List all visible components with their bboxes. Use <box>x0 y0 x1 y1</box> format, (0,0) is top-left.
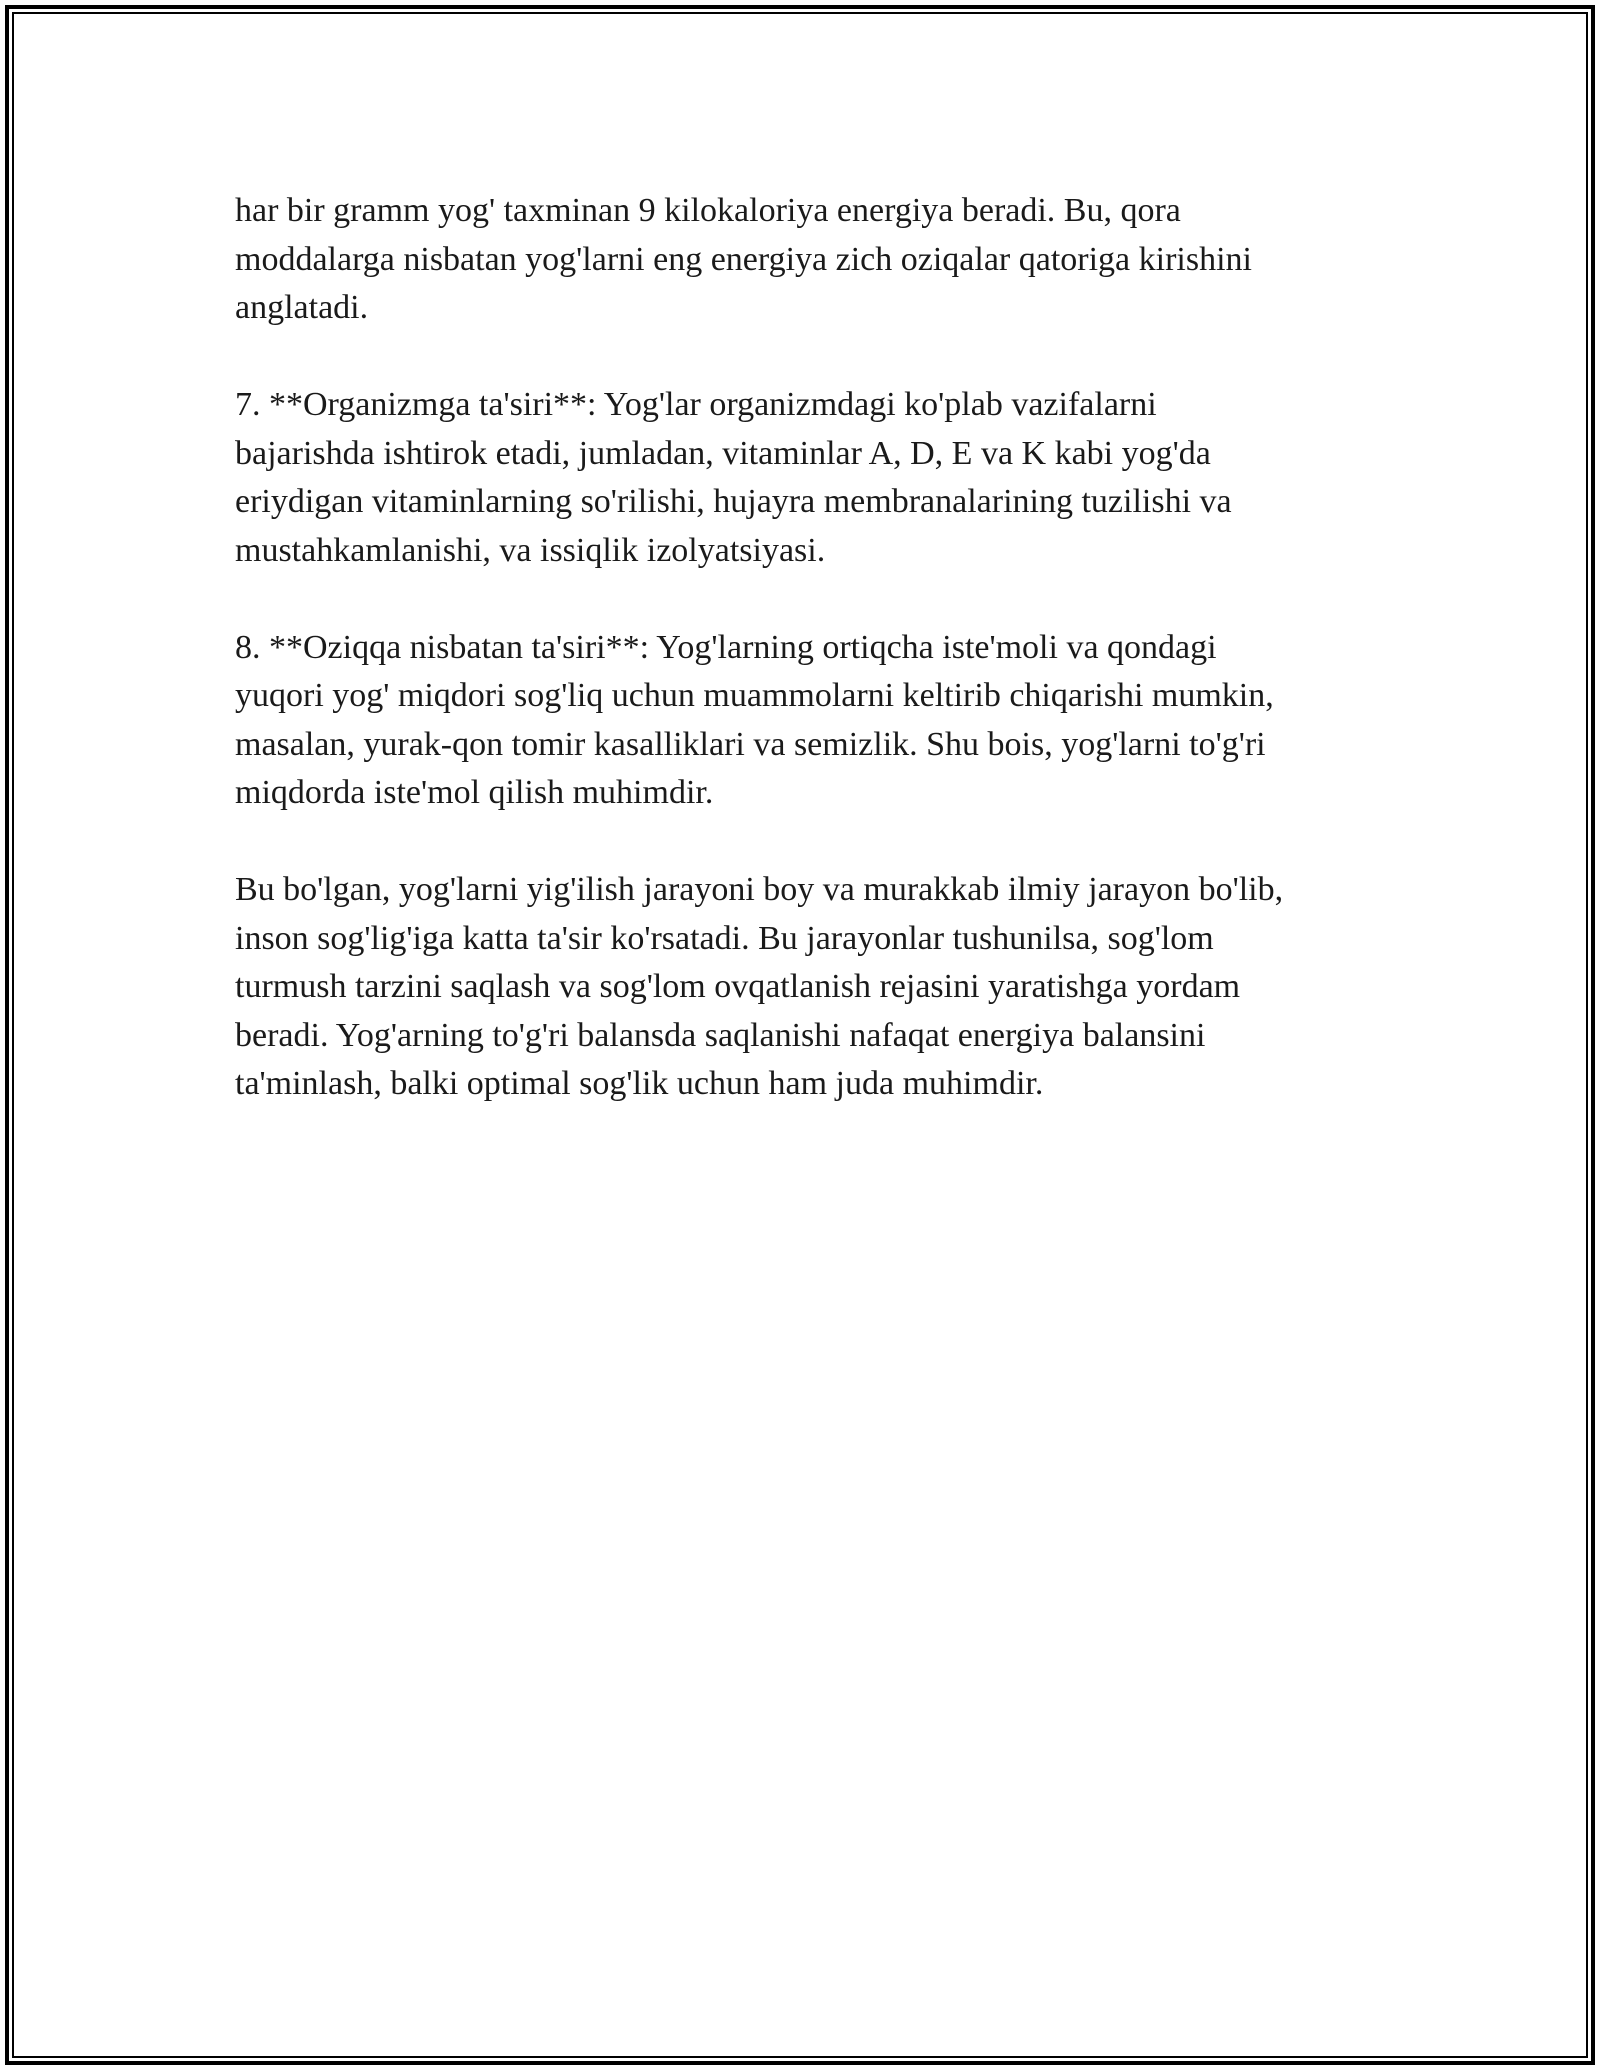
text-line: ta'minlash, balki optimal sog'lik uchun ham juda muhimdir. <box>235 1065 1044 1102</box>
text-line: masalan, yurak-qon tomir kasalliklari va semizlik. Shu bois, yog'larni to'g'ri <box>235 725 1266 763</box>
paragraph-energy-density <box>235 187 1385 333</box>
text-line: mustahkamlanishi, va issiqlik izolyatsiyasi. <box>235 531 826 569</box>
text-line: Bu bo'lgan, yog'larni yig'ilish jarayoni boy va murakkab ilmiy jarayon bo'lib, <box>235 871 1284 908</box>
text-line: inson sog'lig'iga katta ta'sir ko'rsatadi. Bu jarayonlar tushunilsa, sog'lom <box>235 919 1214 957</box>
text-line: eriydigan vitaminlarning so'rilishi, hujayra membranalarining tuzilishi va <box>235 483 1232 520</box>
document-body <box>235 187 1385 1109</box>
text-line: yuqori yog' miqdori sog'liq uchun muammolarni keltirib chiqarishi mumkin, <box>235 677 1274 714</box>
paragraph-item-7 <box>235 381 1385 575</box>
text-line: 7. **Organizmga ta'siri**: Yog'lar organizmdagi ko'plab vazifalarni <box>235 386 1157 423</box>
text-line: bajarishda ishtirok etadi, jumladan, vitaminlar A, D, E va K kabi yog'da <box>235 434 1211 472</box>
text-line: har bir gramm yog' taxminan 9 kilokaloriya energiya beradi. Bu, qora <box>235 192 1181 229</box>
text-line: 8. **Oziqqa nisbatan ta'siri**: Yog'larning ortiqcha iste'moli va qondagi <box>235 628 1217 666</box>
text-line: miqdorda iste'mol qilish muhimdir. <box>235 774 714 811</box>
paragraph-conclusion <box>235 866 1385 1109</box>
text-line: anglatadi. <box>235 289 369 326</box>
text-line: beradi. Yog'arning to'g'ri balansda saqlanishi nafaqat energiya balansini <box>235 1016 1206 1054</box>
paragraph-item-8 <box>235 624 1385 818</box>
text-line: moddalarga nisbatan yog'larni eng energiya zich oziqalar qatoriga kirishini <box>235 240 1252 278</box>
text-line: turmush tarzini saqlash va sog'lom ovqatlanish rejasini yaratishga yordam <box>235 968 1241 1005</box>
